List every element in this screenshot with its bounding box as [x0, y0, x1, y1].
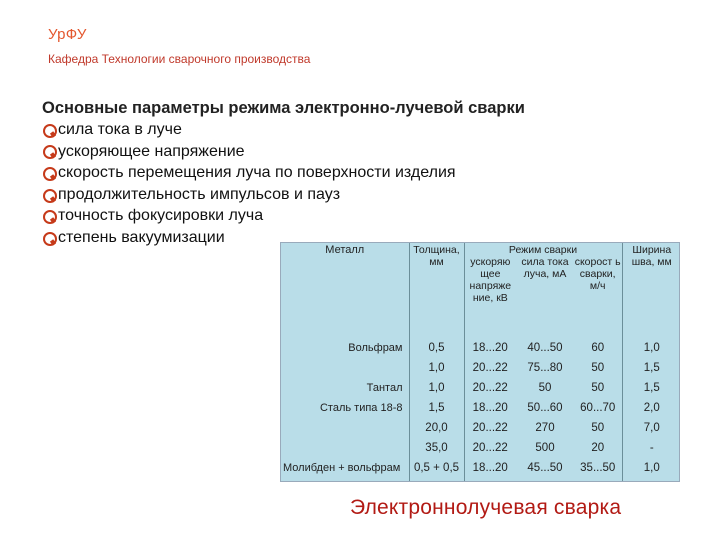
cell-speed: 35...50 — [574, 461, 622, 481]
cell-current: 75...80 — [527, 362, 563, 374]
q-bullet-icon — [42, 123, 56, 137]
header-speed: скорост ь сварки, м/ч — [574, 256, 621, 292]
table-row — [281, 341, 681, 361]
cell-current: 270 — [535, 422, 555, 434]
cell-speed: 20 — [574, 441, 622, 461]
cell-voltage: 18...20 — [472, 342, 508, 354]
cell-width: 1,5 — [643, 382, 660, 394]
cell-current: 50...60 — [527, 402, 563, 414]
cell-thickness: 1,5 — [409, 401, 464, 421]
cell-metal: Молибден + вольфрам — [281, 461, 409, 481]
cell-width: 2,0 — [643, 402, 660, 414]
cell-voltage: 18...20 — [472, 462, 508, 474]
cell-width: 1,0 — [643, 342, 660, 354]
list-item-label: скорость перемещения луча по поверхности изделия — [58, 164, 456, 182]
cell-voltage: 20...22 — [472, 362, 508, 374]
cell-speed: 60...70 — [574, 401, 622, 421]
slide-caption: Электроннолучевая сварка — [350, 496, 622, 519]
q-bullet-icon — [42, 209, 56, 223]
list-item — [42, 141, 602, 163]
cell-metal: Тантал — [281, 381, 409, 401]
department-title: Кафедра Технологии сварочного производства — [48, 52, 311, 66]
list-item-label: ускоряющее напряжение — [58, 142, 245, 160]
header-voltage: ускоряю щее напряже ние, кВ — [469, 256, 512, 304]
list-item-label: степень вакуумизации — [58, 228, 225, 246]
table-row — [281, 421, 681, 441]
cell-current: 40...50 — [527, 342, 563, 354]
cell-metal — [281, 361, 409, 381]
cell-voltage: 20...22 — [472, 382, 508, 394]
cell-thickness: 0,5 + 0,5 — [409, 461, 464, 481]
q-bullet-icon — [42, 144, 56, 158]
cell-thickness: 35,0 — [409, 441, 464, 461]
header-metal: Металл — [281, 243, 409, 341]
table-row — [281, 401, 681, 421]
cell-current: 45...50 — [527, 462, 563, 474]
cell-metal — [281, 441, 409, 461]
header-current: сила тока луча, мА — [521, 256, 569, 280]
list-item — [42, 162, 602, 184]
cell-thickness: 1,0 — [409, 381, 464, 401]
cell-voltage: 20...22 — [472, 442, 508, 454]
cell-width: - — [649, 442, 654, 454]
cell-voltage: 18...20 — [472, 402, 508, 414]
cell-metal: Сталь типа 18-8 — [281, 401, 409, 421]
cell-width: 1,5 — [643, 362, 660, 374]
header-thickness: Толщина, мм — [409, 243, 464, 341]
q-bullet-icon — [42, 166, 56, 180]
header-mode-group — [464, 243, 622, 341]
list-item — [42, 119, 602, 141]
cell-thickness: 0,5 — [409, 341, 464, 361]
list-item-label: продолжительность импульсов и пауз — [58, 185, 341, 203]
header-width: Ширина шва, мм — [631, 244, 672, 268]
table-row — [281, 461, 681, 481]
cell-metal — [281, 421, 409, 441]
cell-thickness: 1,0 — [409, 361, 464, 381]
cell-current: 50 — [538, 382, 552, 394]
q-bullet-icon — [42, 231, 56, 245]
list-item-label: сила тока в луче — [58, 121, 182, 138]
table-row — [281, 361, 681, 381]
cell-speed: 60 — [574, 341, 622, 361]
list-item-label: точность фокусировки луча — [58, 207, 264, 225]
list-item — [42, 184, 602, 206]
cell-speed: 50 — [574, 381, 622, 401]
table-row — [281, 441, 681, 461]
cell-speed: 50 — [574, 421, 622, 441]
cell-current: 500 — [535, 442, 555, 454]
q-bullet-icon — [42, 188, 56, 202]
parameters-block — [42, 98, 602, 249]
header-mode: Режим сварки — [508, 244, 578, 256]
parameters-list — [42, 119, 602, 249]
table-row — [281, 381, 681, 401]
cell-thickness: 20,0 — [409, 421, 464, 441]
cell-metal: Вольфрам — [281, 341, 409, 361]
cell-width: 1,0 — [643, 462, 660, 474]
list-item — [42, 205, 602, 227]
cell-speed: 50 — [574, 361, 622, 381]
org-title: УрФУ — [48, 26, 87, 43]
welding-modes-table — [280, 242, 680, 482]
cell-width: 7,0 — [643, 422, 660, 434]
cell-voltage: 20...22 — [472, 422, 508, 434]
slide-heading: Основные параметры режима электронно-лучевой сварки — [42, 99, 525, 117]
